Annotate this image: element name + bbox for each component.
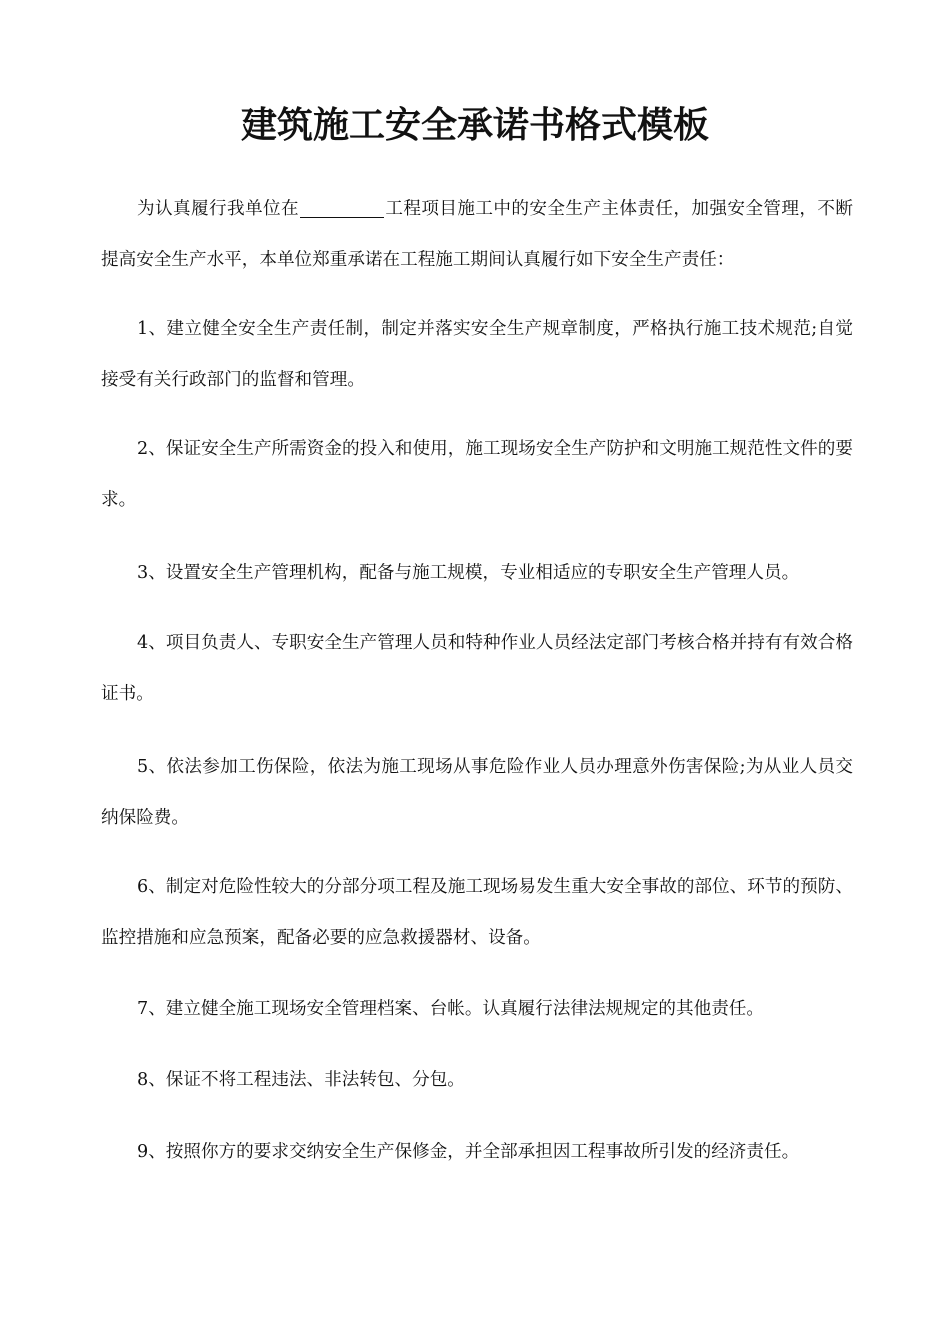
item-4: 4、项目负责人、专职安全生产管理人员和特种作业人员经法定部门考核合格并持有有效合格证书。 <box>101 633 853 704</box>
item-5: 5、依法参加工伤保险，依法为施工现场从事危险作业人员办理意外伤害保险;为从业人员交纳保险费。 <box>101 757 853 828</box>
intro-paragraph <box>101 184 853 286</box>
project-name-blank[interactable] <box>300 199 384 218</box>
item-8: 8、保证不将工程违法、非法转包、分包。 <box>137 1070 465 1090</box>
item-6: 6、制定对危险性较大的分部分项工程及施工现场易发生重大安全事故的部位、环节的预防、监控措施和应急预案，配备必要的应急救援器材、设备。 <box>101 877 853 948</box>
item-3: 3、设置安全生产管理机构，配备与施工规模，专业相适应的专职安全生产管理人员。 <box>137 563 800 583</box>
item-1: 1、建立健全安全生产责任制，制定并落实安全生产规章制度，严格执行施工技术规范;自觉接受有关行政部门的监督和管理。 <box>101 319 853 390</box>
document-title: 建筑施工安全承诺书格式模板 <box>240 105 709 146</box>
intro-text-before: 为认真履行我单位在 <box>137 199 299 219</box>
item-2: 2、保证安全生产所需资金的投入和使用，施工现场安全生产防护和文明施工规范性文件的要求。 <box>101 439 853 510</box>
item-7: 7、建立健全施工现场安全管理档案、台帐。认真履行法律法规规定的其他责任。 <box>137 999 764 1019</box>
intro-text-after: 工程项目施工中的安全生产主体责任，加强安全管理，不断提高安全生产水平，本单位郑重承诺在工程施工期间认真履行如下安全生产责任： <box>101 199 853 270</box>
item-9: 9、按照你方的要求交纳安全生产保修金，并全部承担因工程事故所引发的经济责任。 <box>137 1142 800 1162</box>
